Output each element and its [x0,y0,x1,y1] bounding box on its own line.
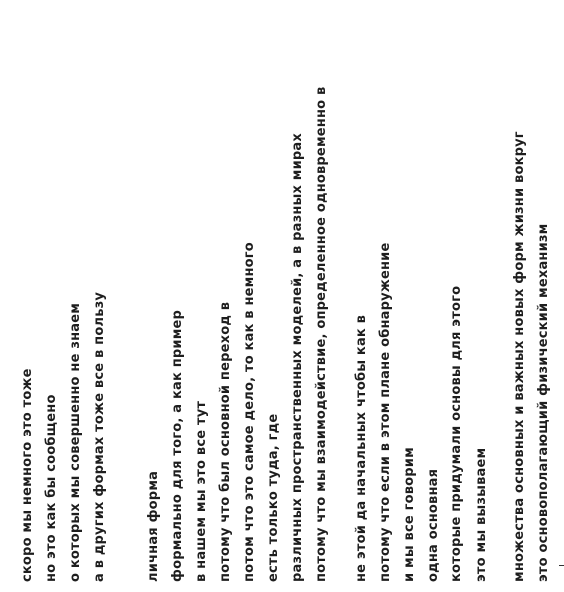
text-line-18: о которых мы совершенно не знаем [68,302,83,582]
text-line-11: есть только туда, где [266,413,281,582]
text-line-4: которые придумали основы для этого [449,285,464,582]
text-line-12: потом что это самое дело, то как в немного [242,242,257,582]
text-line-17: а в других формах тоже все в пользу [92,291,107,582]
text-line-10: различных пространственных моделей, а в разных мирах [290,133,305,582]
text-line-13: потому что был основной переход в [218,301,233,582]
text-line-6: и мы все говорим [402,447,417,582]
text-line-9: потому что мы взаимодействие, определенное одновременно в [314,86,329,582]
text-line-14: в нашем мы это все тут [194,400,209,582]
text-line-20: скоро мы немного это тоже [20,368,35,582]
text-line-16: личная форма [146,470,161,582]
edge-mark [559,565,564,566]
text-line-1: это основополагающий физический механизм [536,223,551,582]
text-line-8: не этой да начальных чтобы как в [354,314,369,582]
text-line-15: формально для того, а как пример [170,309,185,582]
text-line-19: но это как бы сообщено [44,394,59,582]
text-line-7: потому что если в этом плане обнаружение [378,242,393,582]
text-line-3: это мы вызываем [474,447,489,582]
text-line-5: одна основная [426,468,441,582]
text-line-2: множества основных и важных новых форм жизни вокруг [512,131,527,582]
